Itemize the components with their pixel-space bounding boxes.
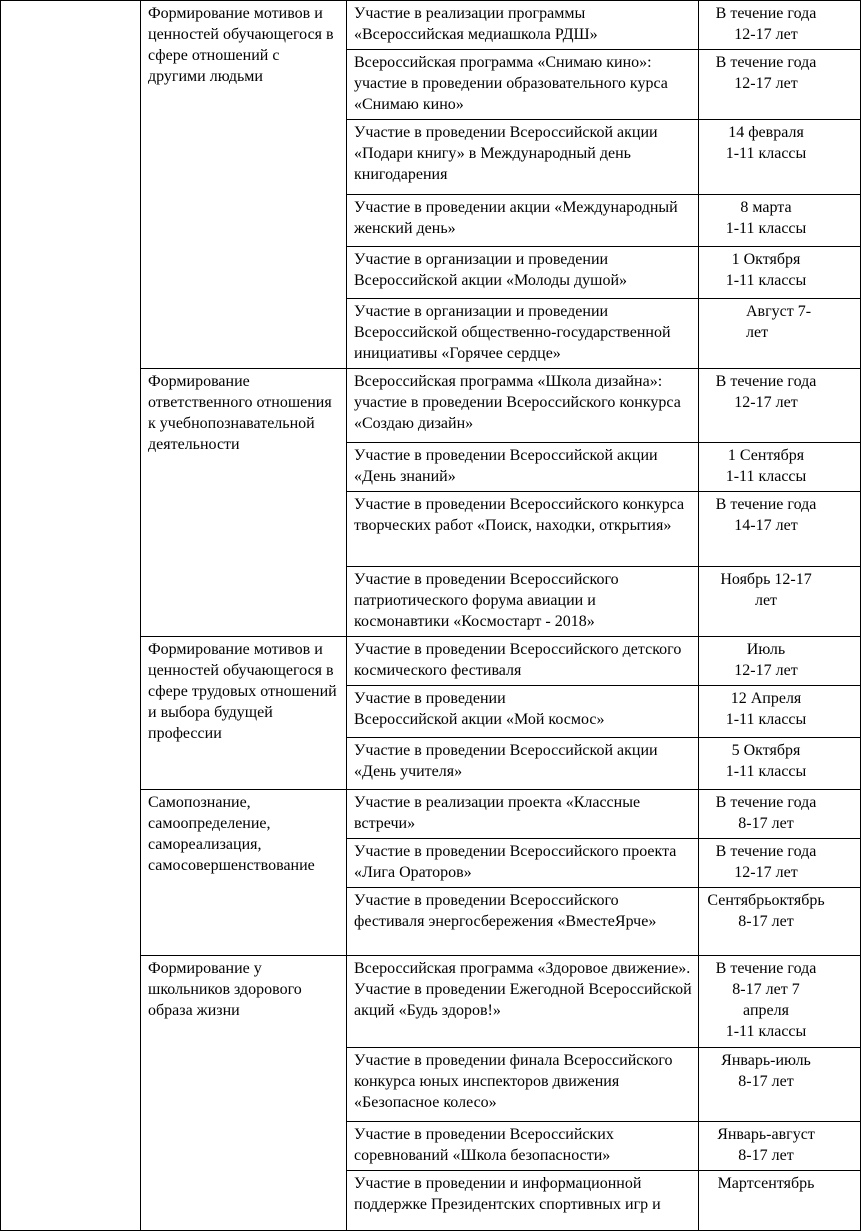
term-text: Январь-август <box>717 1126 815 1143</box>
activity-text: Участие в проведении финала Всероссийского конкурса юных инспекторов движения «Безопасное колесо» <box>354 1052 673 1111</box>
term-text-block <box>706 569 826 611</box>
activity-text: Участие в проведении Всероссийской акции «День знаний» <box>354 447 658 485</box>
term-text-block <box>706 52 826 94</box>
term-text: 12-17 лет <box>734 662 798 679</box>
activity-cell <box>347 956 699 1048</box>
term-text-block <box>706 494 826 536</box>
term-cell <box>699 888 861 956</box>
activity-cell <box>347 369 699 443</box>
activity-text: Участие в проведении Всероссийской акции «Подари книгу» в Международный день книгодарения <box>354 124 658 183</box>
activity-text: Участие в проведении и информационной поддержке Президентских спортивных игр и <box>354 1175 661 1213</box>
table-row <box>1 1 861 50</box>
activity-cell <box>347 839 699 888</box>
activity-text: Участие в организации и проведении Всероссийской акции «Молоды душой» <box>354 251 628 289</box>
activity-cell <box>347 1122 699 1171</box>
term-text-block <box>706 445 826 487</box>
activity-cell <box>347 790 699 839</box>
activity-cell <box>347 637 699 686</box>
term-cell <box>699 120 861 195</box>
blank-left-column <box>1 1 141 1231</box>
term-text-block <box>706 249 826 291</box>
term-text: 12-17 лет <box>734 75 798 92</box>
activity-text: Участие в проведении Всероссийского детского космического фестиваля <box>354 641 682 679</box>
term-cell <box>699 738 861 790</box>
term-text: В течение года <box>715 496 817 513</box>
activity-cell <box>347 195 699 247</box>
term-text: 1-11 классы <box>725 711 807 728</box>
term-text: 1-11 классы <box>725 145 807 162</box>
term-text: 1-11 классы <box>725 1023 807 1040</box>
term-cell <box>699 247 861 299</box>
term-text: 8-17 лет <box>738 1073 794 1090</box>
term-text: В течение года <box>715 5 817 22</box>
activity-text: Участие в проведении Всероссийской акции «День учителя» <box>354 742 658 780</box>
term-text: Ноябрь 12-17 <box>720 571 812 588</box>
activity-text: Участие в проведении <box>354 690 506 707</box>
term-cell <box>699 443 861 492</box>
term-cell <box>699 637 861 686</box>
term-cell <box>699 686 861 738</box>
activity-text: Участие в организации и проведении Всероссийской общественно-государственной инициативы «Горячее сердце» <box>354 303 671 362</box>
term-text: Сентябрьоктябрь <box>707 892 825 909</box>
term-text: 1-11 классы <box>725 763 807 780</box>
activity-cell <box>347 567 699 637</box>
term-cell <box>699 299 861 369</box>
goal-cell: Формирование мотивов и ценностей обучающегося в сфере отношений с другими людьми <box>141 1 347 369</box>
term-text: В течение года <box>715 373 817 390</box>
term-cell <box>699 50 861 120</box>
activity-text: Участие в реализации программы «Всероссийская медиашкола РДШ» <box>354 5 598 43</box>
term-text: В течение года <box>715 843 817 860</box>
term-text: Июль <box>746 641 786 658</box>
activity-text: Всероссийской акции «Мой космос» <box>354 711 605 728</box>
activity-text: Участие в проведении Ежегодной Всероссийской акций «Будь здоров!» <box>354 981 692 1019</box>
term-text: 12-17 лет <box>734 26 798 43</box>
term-text: 1 Октября <box>731 251 801 268</box>
term-text: 12-17 лет <box>734 864 798 881</box>
goal-cell: Самопознание, самоопределение, самореализация, самосовершенствование <box>141 790 347 956</box>
term-cell <box>699 195 861 247</box>
term-text-block <box>706 122 826 164</box>
term-text: 1-11 классы <box>725 468 807 485</box>
activity-text: Участие в реализации проекта «Классные встречи» <box>354 794 641 832</box>
term-text-block <box>706 841 826 883</box>
term-text: 14-17 лет <box>734 517 798 534</box>
activity-cell <box>347 1048 699 1122</box>
term-text-block <box>706 1124 826 1166</box>
term-text-block <box>706 3 826 45</box>
term-text: Январь-июль <box>721 1052 811 1069</box>
term-text-block <box>706 1050 826 1092</box>
activity-text: Участие в проведении Всероссийского проекта «Лига Ораторов» <box>354 843 677 881</box>
activity-cell <box>347 443 699 492</box>
activity-cell <box>347 686 699 738</box>
term-text: В течение года <box>715 794 817 811</box>
activity-text: Участие в проведении Всероссийского патриотического форума авиации и космонавтики «Космостарт - 2018» <box>354 571 619 630</box>
activity-cell <box>347 299 699 369</box>
term-text: лет <box>746 324 769 341</box>
term-cell <box>699 369 861 443</box>
term-text: 8-17 лет 7 <box>732 981 800 998</box>
term-text: 12-17 лет <box>734 394 798 411</box>
term-text-block <box>706 197 826 239</box>
term-text-block <box>706 1173 826 1194</box>
term-cell <box>699 1 861 50</box>
goal-cell: Формирование у школьников здорового образа жизни <box>141 956 347 1231</box>
term-text-block <box>706 371 826 413</box>
term-text: Мартсентябрь <box>717 1175 815 1192</box>
term-text: 8-17 лет <box>738 913 794 930</box>
activity-cell <box>347 1171 699 1231</box>
term-cell <box>699 1048 861 1122</box>
activity-cell <box>347 492 699 567</box>
term-text: В течение года <box>715 960 817 977</box>
term-text-block <box>706 958 826 1042</box>
activity-cell <box>347 50 699 120</box>
activity-text: Всероссийская программа «Снимаю кино»: участие в проведении образовательного курса «Снимаю кино» <box>354 54 668 113</box>
activity-text: Участие в проведении Всероссийского фестиваля энергосбережения «ВместеЯрче» <box>354 892 657 930</box>
term-cell <box>699 839 861 888</box>
term-text-block <box>706 792 826 834</box>
activity-plan-body <box>1 1 861 1231</box>
term-text-block <box>706 301 826 343</box>
activity-text: Участие в проведении Всероссийских соревнований «Школа безопасности» <box>354 1126 614 1164</box>
goal-cell: Формирование ответственного отношения к учебнопознавательной деятельности <box>141 369 347 637</box>
activity-text: Участие в проведении акции «Международный женский день» <box>354 199 678 237</box>
term-text: 14 февраля <box>728 124 804 141</box>
term-text: лет <box>754 592 778 609</box>
term-text: 8 марта <box>740 199 792 216</box>
term-text: 12 Апреля <box>730 690 802 707</box>
term-text: 5 Октября <box>731 742 801 759</box>
term-cell <box>699 790 861 839</box>
term-text-block <box>706 740 826 782</box>
activity-cell <box>347 247 699 299</box>
term-text-block <box>706 688 826 730</box>
activity-text: Всероссийская программа «Здоровое движение». <box>354 960 691 977</box>
term-text: 1 Сентября <box>727 447 805 464</box>
term-text: Август 7- <box>746 303 812 320</box>
term-cell <box>699 567 861 637</box>
term-text: В течение года <box>715 54 817 71</box>
goal-cell: Формирование мотивов и ценностей обучающегося в сфере трудовых отношений и выбора будущей профессии <box>141 637 347 790</box>
term-cell <box>699 1171 861 1231</box>
term-text: апреля <box>743 1002 789 1019</box>
term-text: 8-17 лет <box>738 1147 794 1164</box>
term-text: 1-11 классы <box>725 272 807 289</box>
activity-text: Всероссийская программа «Школа дизайна»: участие в проведении Всероссийского конкурса «Создаю дизайн» <box>354 373 681 432</box>
term-text: 8-17 лет <box>738 815 794 832</box>
activity-text: Участие в проведении Всероссийского конкурса творческих работ «Поиск, находки, открытия» <box>354 496 685 534</box>
term-cell <box>699 492 861 567</box>
term-text-block <box>706 639 826 681</box>
term-text-block <box>706 890 826 932</box>
term-cell <box>699 956 861 1048</box>
activity-cell <box>347 888 699 956</box>
activity-cell <box>347 738 699 790</box>
term-cell <box>699 1122 861 1171</box>
activity-cell <box>347 1 699 50</box>
activity-cell <box>347 120 699 195</box>
term-text: 1-11 классы <box>725 220 807 237</box>
